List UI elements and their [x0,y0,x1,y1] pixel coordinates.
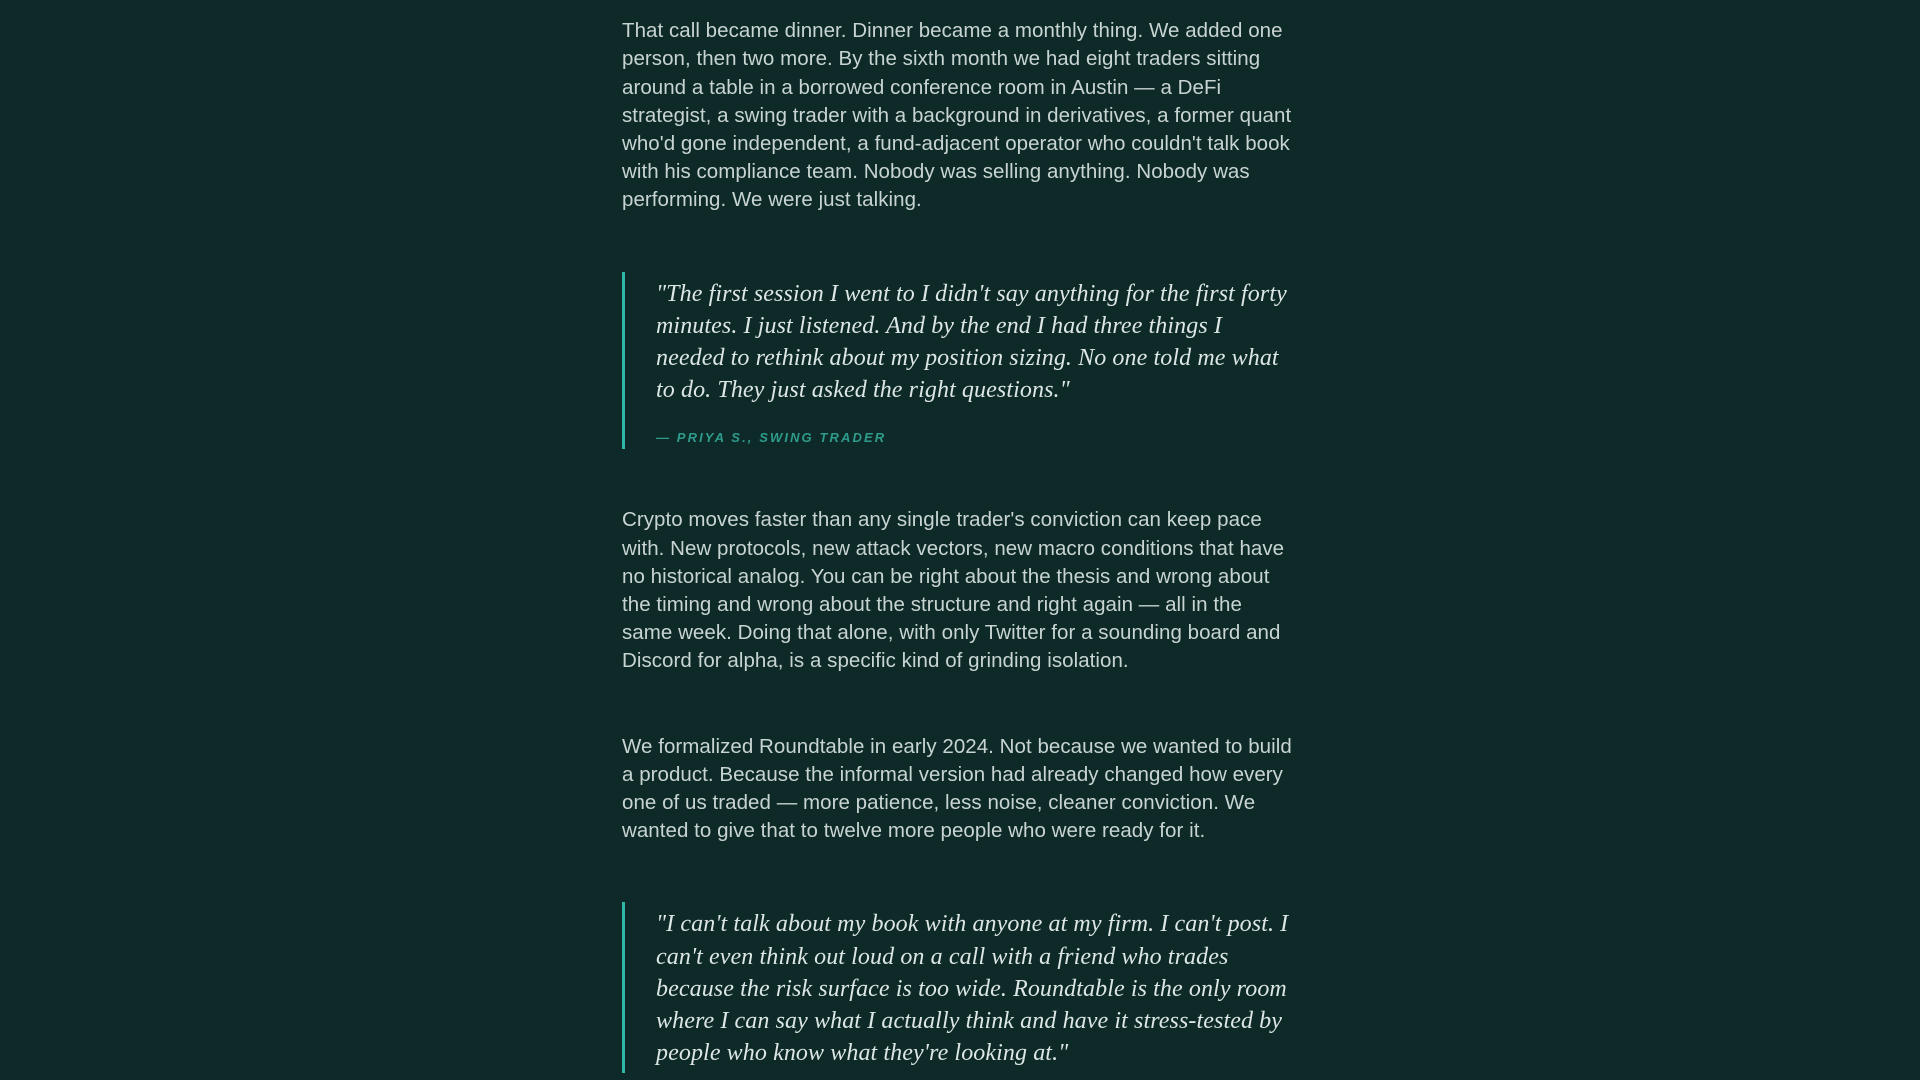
paragraph-crypto-pace: Crypto moves faster than any single trader's conviction can keep pace with. New protocols, new attack vectors, new macro conditions that have no historical analog. You can be right about the thesis and wrong about the timing and wrong about the structure and right again — all in the same week. Doing that alone, with only Twitter for a sounding board and Discord for alpha, is a specific kind of grinding isolation. [622,508,1285,673]
article-flow [622,0,1292,1073]
paragraph-origin-story: That call became dinner. Dinner became a monthly thing. We added one person, then two more. By the sixth month we had eight traders sitting around a table in a borrowed conference room in Austin — a DeFi strategist, a swing trader with a background in derivatives, a former quant who'd gone independent, a fund-adjacent operator who couldn't talk book with his compliance team. Nobody was selling anything. Nobody was performing. We were just talking. [622,19,1292,212]
pull-quote-attribution: — PRIYA S., SWING TRADER [656,430,887,446]
pull-quote-text: "The first session I went to I didn't say anything for the first forty minutes. I just listened. And by the end I had three things I needed to rethink about my position sizing. No one told me what to do. They just asked the right questions." [656,280,1287,404]
pull-quote-priya [622,272,1292,450]
article-body [622,0,1292,1073]
pull-quote-text: "I can't talk about my book with anyone at my firm. I can't post. I can't even think out loud on a call with a friend who trades because the risk surface is too wide. Roundtable is the only room where I can say what I actually think and have it stress-tested by people who know what they're looking at." [656,911,1289,1067]
paragraph-formalized-roundtable: We formalized Roundtable in early 2024. Not because we wanted to build a product. Because the informal version had already changed how every one of us traded — more patience, less noise, cleaner conviction. We wanted to give that to twelve more people who were ready for it. [622,734,1292,843]
pull-quote-anonymous [622,902,1292,1073]
